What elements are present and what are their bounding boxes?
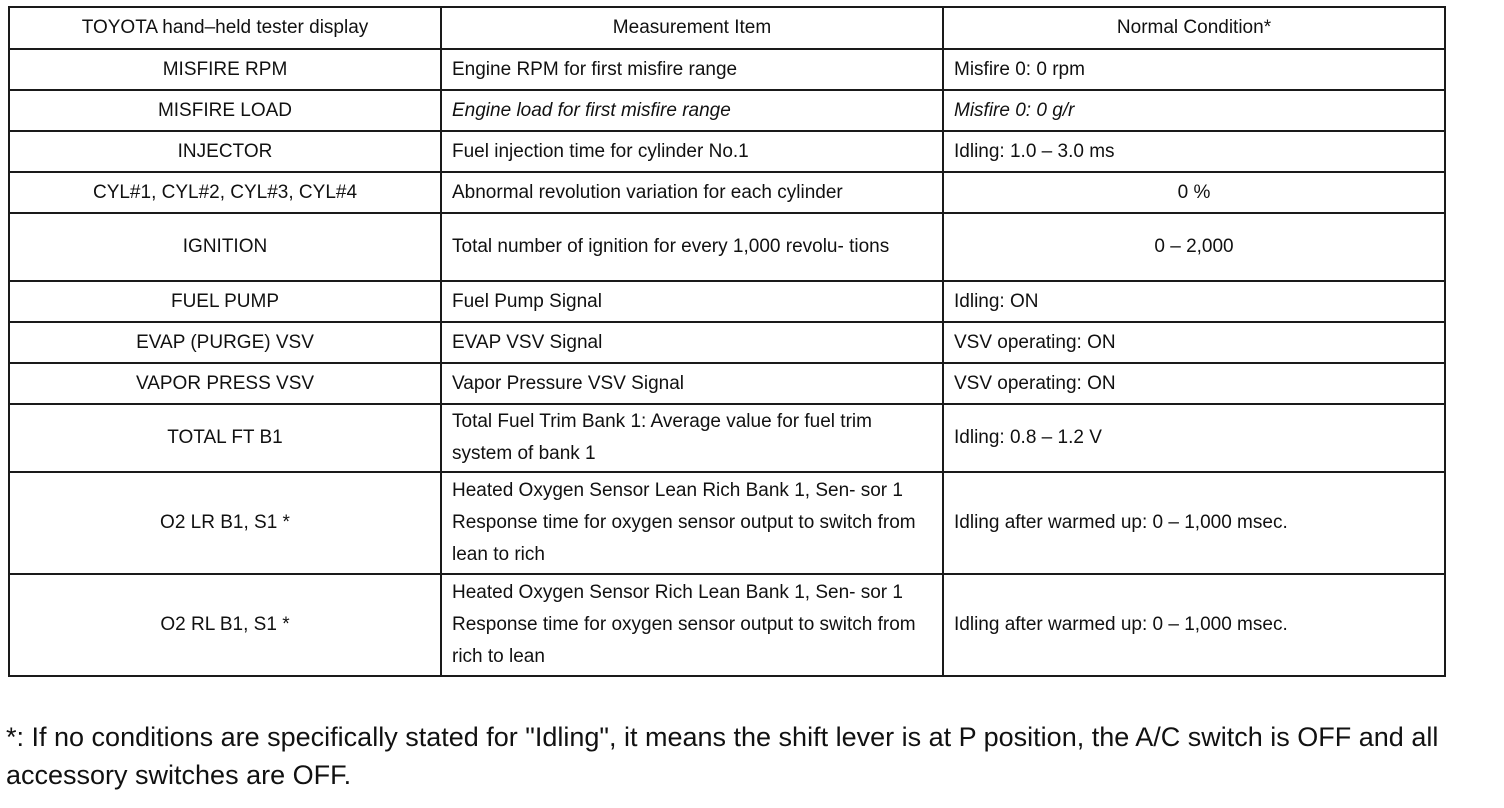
tester-display-cell: INJECTOR <box>9 131 441 172</box>
measurement-item-cell: Heated Oxygen Sensor Rich Lean Bank 1, Sen- sor 1 Response time for oxygen sensor output to switch from rich to lean <box>441 574 943 676</box>
tester-display-table <box>8 6 1446 677</box>
measurement-item-cell: Total number of ignition for every 1,000 revolu- tions <box>441 213 943 281</box>
tester-display-cell: EVAP (PURGE) VSV <box>9 322 441 363</box>
table-row <box>9 213 1445 281</box>
normal-condition-cell: Idling: ON <box>943 281 1445 322</box>
footnote: *: If no conditions are specifically stated for "Idling", it means the shift lever is at P position, the A/C switch is OFF and all accessory switches are OFF. <box>6 722 1439 790</box>
tester-display-cell: O2 LR B1, S1 * <box>9 472 441 574</box>
normal-condition-cell: 0 % <box>943 172 1445 213</box>
measurement-item-cell: Engine RPM for first misfire range <box>441 49 943 90</box>
table-row <box>9 281 1445 322</box>
header-tester-display: TOYOTA hand–held tester display <box>9 7 441 49</box>
normal-condition-cell: Idling: 0.8 – 1.2 V <box>943 404 1445 472</box>
table-row <box>9 472 1445 574</box>
normal-condition-cell: Idling after warmed up: 0 – 1,000 msec. <box>943 472 1445 574</box>
table-row <box>9 322 1445 363</box>
tester-display-cell: CYL#1, CYL#2, CYL#3, CYL#4 <box>9 172 441 213</box>
table-row <box>9 49 1445 90</box>
tester-display-cell: IGNITION <box>9 213 441 281</box>
normal-condition-cell: Idling: 1.0 – 3.0 ms <box>943 131 1445 172</box>
table-header-row <box>9 7 1445 49</box>
measurement-item-cell: Fuel injection time for cylinder No.1 <box>441 131 943 172</box>
table-row <box>9 90 1445 131</box>
table-row <box>9 172 1445 213</box>
tester-display-cell: MISFIRE RPM <box>9 49 441 90</box>
measurement-item-cell: Total Fuel Trim Bank 1: Average value for fuel trim system of bank 1 <box>441 404 943 472</box>
table-row <box>9 363 1445 404</box>
normal-condition-cell: 0 – 2,000 <box>943 213 1445 281</box>
measurement-item-cell: Fuel Pump Signal <box>441 281 943 322</box>
measurement-item-cell: Vapor Pressure VSV Signal <box>441 363 943 404</box>
header-normal-condition: Normal Condition* <box>943 7 1445 49</box>
tester-display-cell: TOTAL FT B1 <box>9 404 441 472</box>
measurement-item-cell: EVAP VSV Signal <box>441 322 943 363</box>
tester-display-cell: MISFIRE LOAD <box>9 90 441 131</box>
tester-display-cell: VAPOR PRESS VSV <box>9 363 441 404</box>
table-row <box>9 404 1445 472</box>
normal-condition-cell: Misfire 0: 0 rpm <box>943 49 1445 90</box>
normal-condition-cell: Misfire 0: 0 g/r <box>943 90 1445 131</box>
tester-display-cell: FUEL PUMP <box>9 281 441 322</box>
table-row <box>9 131 1445 172</box>
normal-condition-cell: VSV operating: ON <box>943 322 1445 363</box>
tester-display-cell: O2 RL B1, S1 * <box>9 574 441 676</box>
header-measurement-item: Measurement Item <box>441 7 943 49</box>
measurement-item-cell: Abnormal revolution variation for each cylinder <box>441 172 943 213</box>
measurement-item-cell: Heated Oxygen Sensor Lean Rich Bank 1, Sen- sor 1 Response time for oxygen sensor output to switch from lean to rich <box>441 472 943 574</box>
measurement-item-cell: Engine load for first misfire range <box>441 90 943 131</box>
table-row <box>9 574 1445 676</box>
normal-condition-cell: Idling after warmed up: 0 – 1,000 msec. <box>943 574 1445 676</box>
normal-condition-cell: VSV operating: ON <box>943 363 1445 404</box>
